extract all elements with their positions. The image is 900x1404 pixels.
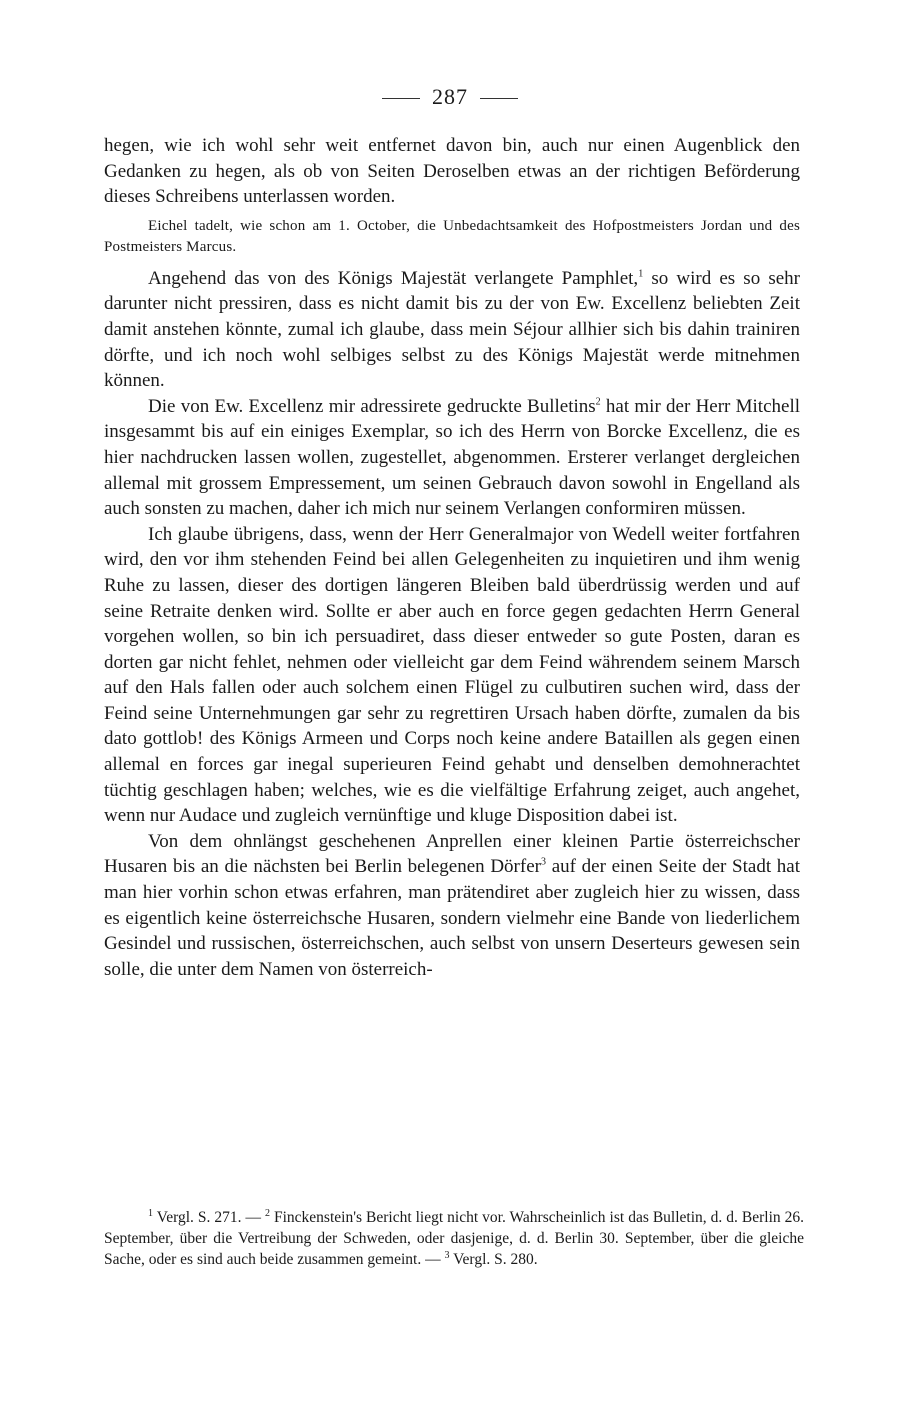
body-text [104,133,800,982]
footnote-3: Vergl. S. 280. [453,1251,538,1268]
footnote-1: Vergl. S. 271. — [156,1209,265,1226]
footnote-mark: 3 [540,857,546,869]
page-number: 287 [432,84,468,109]
footnotes [104,1207,804,1270]
paragraph: hegen, wie ich wohl sehr weit entfernet davon bin, auch nur einen Augenblick den Gedanken zu hegen, als ob von Seiten Deroselben etwas an der richtigen Beförderung dieses Schreibens unterlassen worden. [104,135,800,208]
paragraph-text: Von dem ohnlängst geschehenen Anprellen einer kleinen Partie österreichscher Husaren bis an die nächsten bei Berlin belegenen Dörfer [104,830,800,878]
paragraph-text: auf der einen Seite der Stadt hat man hier vorhin schon etwas erfahren, man prätendiret aber zugleich hier zu wissen, dass es eigentlich keine österreichsche Husaren, sondern vielmehr eine Bande von liederlichem Gesindel und russischen, österreichschen, auch selbst von unsern Deserteurs gewesen sein solle, die unter dem Namen von österreich- [104,856,801,980]
paragraph: Ich glaube übrigens, dass, wenn der Herr Generalmajor von Wedell weiter fortfahren wird, den vor ihm stehenden Feind bei allen Gelegenheiten zu inquietiren und ihm wenig Ruhe zu lassen, dieser des dortigen längeren Bleiben bald überdrüssig werden und auf seine Retraite denken wird. Sollte er aber auch en force gegen gedachten Herrn General vorgehen wollen, so bin ich persuadiret, dass dieser entweder so gute Posten, daran es dorten gar nicht fehlet, nehmen oder vielleicht gar dem Feind währendem seinem Marsch auf den Hals fallen oder auch solchem einen Flügel zu culbutiren suchen wird, dass der Feind seine Unternehmungen gar sehr zu regrettiren Ursach haben dörfte, zumalen da bis dato gottlob! des Königs Armeen und Corps noch keine andere Bataillen als gegen einen allemal en forces gar inegal superieuren Feind gehabt und denselben demohnerachtet tüchtig geschlagen haben; welches, wie es die vielfältige Erfahrung zeiget, auch angehet, wenn nur Audace und zugleich vernünftige und kluge Disposition dabei ist. [104,523,800,827]
paragraph-text: Die von Ew. Excellenz mir adressirete gedruckte Bulletins [148,395,596,417]
footnote-block [104,1207,804,1270]
footnote-mark: 3 [444,1249,450,1261]
paragraph-text: hat mir der Herr Mitchell insgesammt bis auf ein einiges Exemplar, so ich des Herrn von Borcke Excellenz, die es hier nachdrucken lassen wollen, zugestellet, abgenommen. Ersterer verlanget dergleichen allemal mit grossem Empressement, um seinen Gebrauch davon sowohl in Engelland als auch sonsten zu machen, daher ich mich nur seinem Verlangen conformiren müssen. [104,395,801,520]
paragraph [104,829,800,983]
footnote-mark: 1 [148,1207,153,1219]
footnote-2: Finckenstein's Bericht liegt nicht vor. Wahrscheinlich ist das Bulletin, d. d. Berlin 26. September, über die Vertreibung der Schweden, oder dasjenige, d. d. Berlin 30. September, über die gleiche Sache, oder es sind auch beide zusammen gemeint. — [104,1209,804,1268]
page-header [0,84,900,110]
footnote-mark: 2 [595,396,601,408]
paragraph-text: Angehend das von des Königs Majestät verlangete Pamphlet, [148,267,639,289]
header-rule-left [382,98,420,99]
paragraph [104,394,800,522]
paragraph-text: so wird es so sehr darunter nicht pressiren, dass es nicht damit bis zu der von Ew. Excellenz beliebten Zeit damit anstehen könnte, zumal ich glaube, dass mein Séjour allhier sich bis dahin trainiren dörfte, und ich noch wohl selbiges selbst zu des Königs Majestät werde mitnehmen können. [104,267,800,392]
footnote-mark: 1 [638,268,644,280]
editorial-note: Eichel tadelt, wie schon am 1. October, die Unbedachtsamkeit des Hofpostmeisters Jordan und des Postmeisters Marcus. [104,217,800,255]
header-rule-right [480,98,518,99]
paragraph [104,266,800,394]
footnote-mark: 2 [264,1207,270,1219]
